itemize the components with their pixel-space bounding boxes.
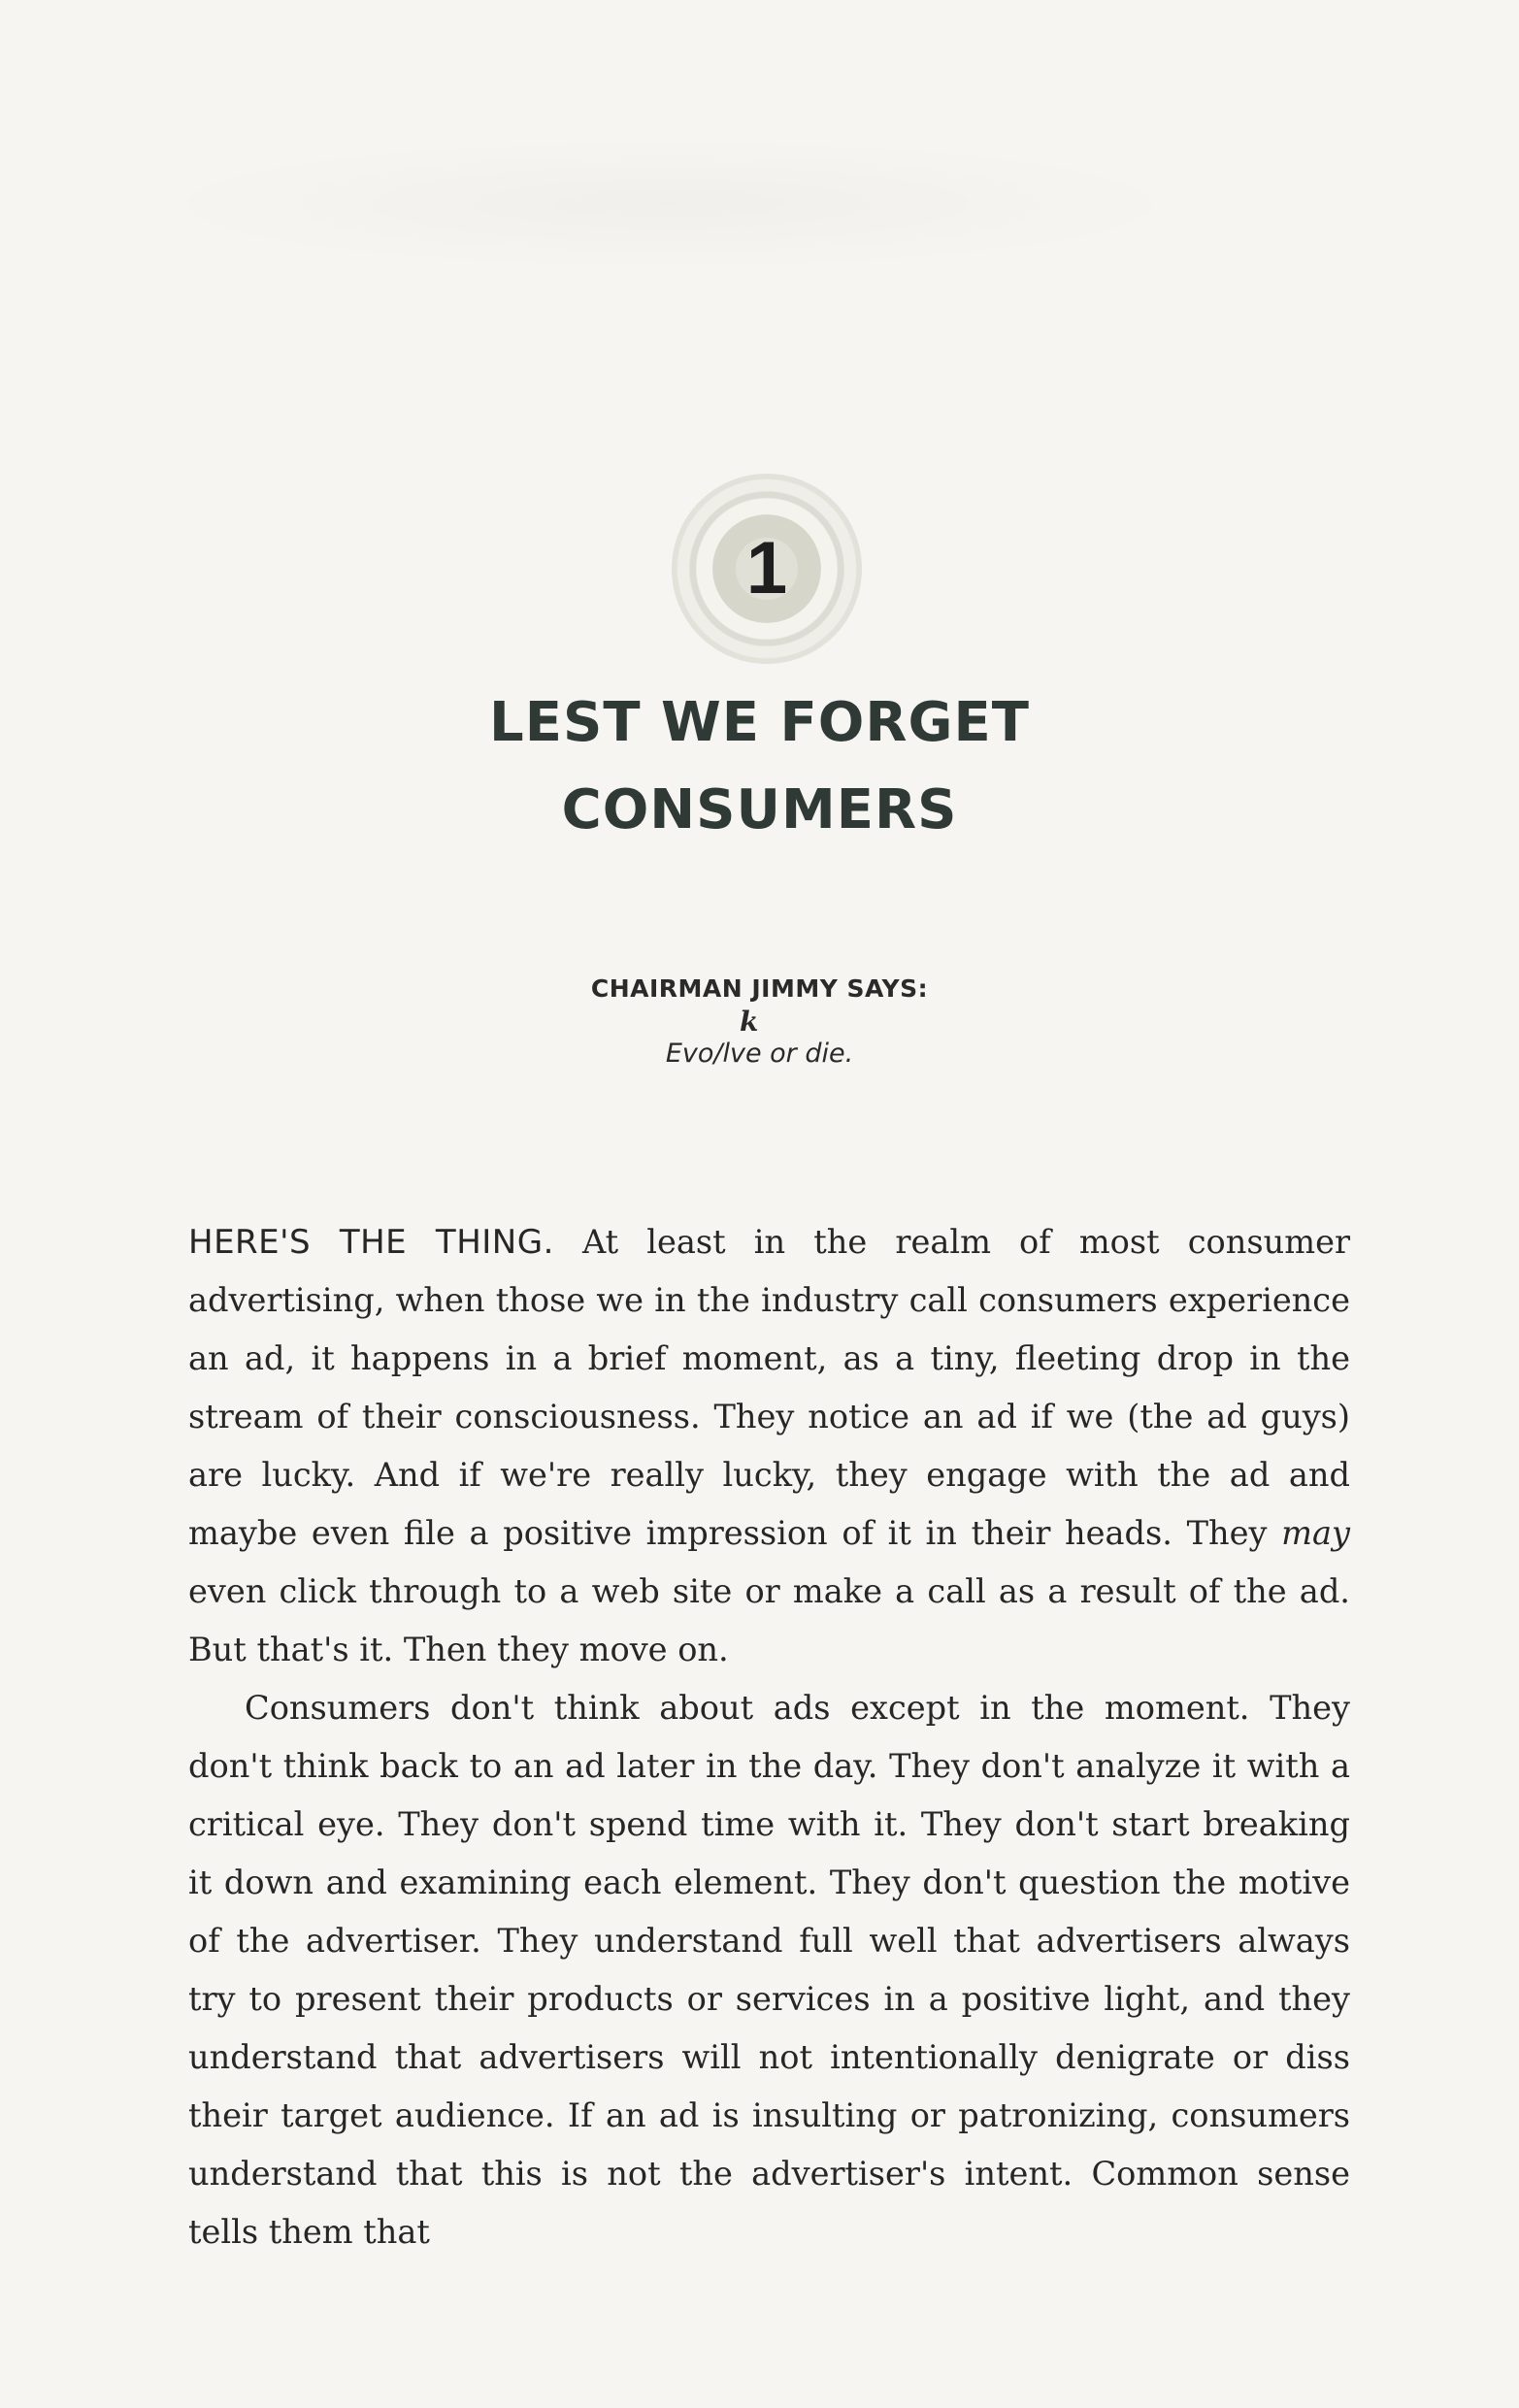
chapter-title-line-2: CONSUMERS (561, 778, 958, 841)
scan-shadow (136, 136, 1204, 272)
paragraph-2: Consumers don't think about ads except in the moment. They don't think back to an ad later in the day. They don't analyze it with a critical eye. They don't spend time with it. They don't start breaking it down and examining each element. They don't question the motive of the advertiser. They understand full well that advertisers always try to present their products or services in a positive light, and they understand that advertisers will not intentionally denigrate or diss their target audience. If an ad is insulting or patronizing, consumers understand that this is not the advertiser's intent. Common sense tells them that (188, 1689, 1350, 2251)
chapter-title-line-1: LEST WE FORGET (489, 691, 1030, 754)
chapter-title (0, 679, 1519, 854)
epigraph-quote: Evo/lve or die. (665, 1039, 854, 1069)
paragraph-lead-in: HERE'S THE THING. (188, 1223, 554, 1262)
paragraph-1 (188, 1213, 1350, 1679)
epigraph-label: CHAIRMAN JIMMY SAYS: (590, 974, 929, 1003)
body-text (188, 1213, 1350, 2261)
paragraph-1-text-a: At least in the realm of most consumer advertising, when those we in the industry call consumers experience an ad, it happens in a brief moment, as a tiny, fleeting drop in the stream of their consciousness. They notice an ad if we (the ad guys) are lucky. And if we're really lucky, they engage with the ad and maybe even file a positive impression of it in their heads. They (188, 1223, 1351, 1552)
paragraph-1-text-b: even click through to a web site or make a call as a result of the ad. But that's it. Then they move on. (188, 1572, 1350, 1668)
emphasis-may: may (1281, 1514, 1350, 1552)
chapter-number-emblem (672, 474, 862, 664)
chapter-number: 1 (745, 527, 788, 610)
handwritten-correction: k (740, 1006, 759, 1038)
